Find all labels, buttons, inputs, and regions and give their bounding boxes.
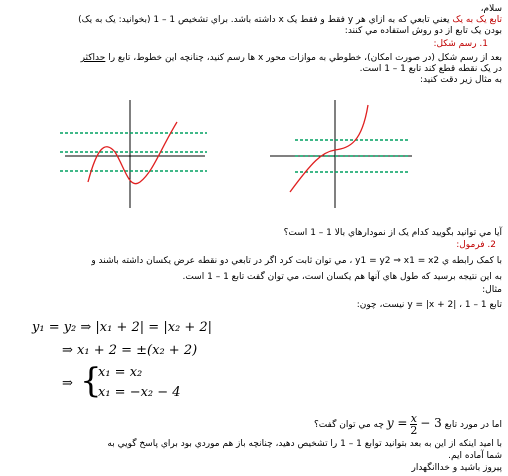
closing-para-2: شما آماده ايم. — [448, 451, 502, 461]
derivation-system — [62, 364, 73, 391]
greeting: سلام، — [480, 4, 502, 14]
question-2-post: چه مي توان گفت؟ — [313, 420, 384, 430]
paragraph-1a-text: بعد از رسم شکل (در صورت امکان)، خطوطي به موازات محور x ها رسم کنيد، چنانچه اين خطوط، تابع را — [105, 53, 502, 63]
eq-rhs: − 3 — [420, 416, 442, 430]
question-1: آيا مي توانيد بگوييد کدام يک از نمودارهاي بالا 1 – 1 است؟ — [283, 228, 502, 238]
derivation-line-1: y₁ = y₂ ⇒ |x₁ + 2| = |x₂ + 2| — [32, 320, 213, 335]
closing-para-1: با اميد اينکه از اين به بعد بتوانيد توابع 1 – 1 را تشخيص دهيد، چنانچه باز هم موردي بود براي پاسخ گويي به — [107, 439, 502, 449]
system-equation-2: x₁ = −x₂ − 4 — [98, 385, 181, 400]
fraction-numerator: x — [410, 412, 417, 425]
question-2 — [6, 410, 502, 438]
intro-line — [6, 15, 502, 26]
paragraph-2a: با کمک رابطه ي y1 = y2 ⇒ x1 = x2 ، مي توان ثابت کرد اگر در تابعي دو نقطه عرض يکسان داشته باشند و — [91, 256, 502, 266]
graph-one-to-one — [260, 100, 420, 215]
term-one-to-one: تابع يک به يک — [452, 15, 502, 25]
paragraph-1c: به مثال زير دقت کنيد: — [419, 75, 502, 85]
example-label: مثال: — [482, 285, 502, 295]
implies-arrow: ⇒ — [62, 376, 73, 391]
method-2-heading: 2. فرمول: — [456, 240, 496, 250]
question-2-pre: اما در مورد تابع — [444, 420, 502, 430]
closing-sign-off: پيروز باشيد و خداانگهدار — [411, 463, 502, 473]
question-2-equation — [387, 410, 442, 438]
underlined-at-most: حداکثر — [80, 53, 106, 63]
intro-text-a: يعني تابعي که به ازاي هر — [353, 15, 450, 25]
method-1-heading: 1. رسم شکل: — [433, 39, 488, 49]
graph-not-one-to-one — [55, 100, 210, 215]
paragraph-1a — [6, 53, 502, 64]
fraction — [410, 413, 417, 436]
system-equation-1: x₁ = x₂ — [98, 365, 143, 380]
eq-lhs: y = — [386, 416, 408, 430]
brace-icon: { — [80, 361, 102, 401]
intro-text-rest: y فقط و فقط يک x داشته باشد. براي تشخيص 1 – 1 (بخوانيد: يک به يک) — [78, 15, 354, 25]
curve — [88, 122, 177, 184]
derivation-line-2: ⇒ x₁ + 2 = ±(x₂ + 2) — [62, 343, 198, 358]
curve — [290, 105, 368, 192]
paragraph-1b: در يک نقطه قطع کند تابع 1 – 1 است. — [359, 64, 502, 74]
fraction-denominator: 2 — [410, 424, 418, 437]
intro-line-2: بودن يک تابع از دو روش استفاده مي کنند: — [344, 26, 502, 36]
paragraph-2b: به اين نتيجه برسيد که طول هاي آنها هم يکسان است، مي توان گفت تابع 1 – 1 است. — [182, 272, 502, 282]
example-text: تابع y = |x + 2| ، 1 – 1 نيست، چون: — [356, 300, 502, 310]
